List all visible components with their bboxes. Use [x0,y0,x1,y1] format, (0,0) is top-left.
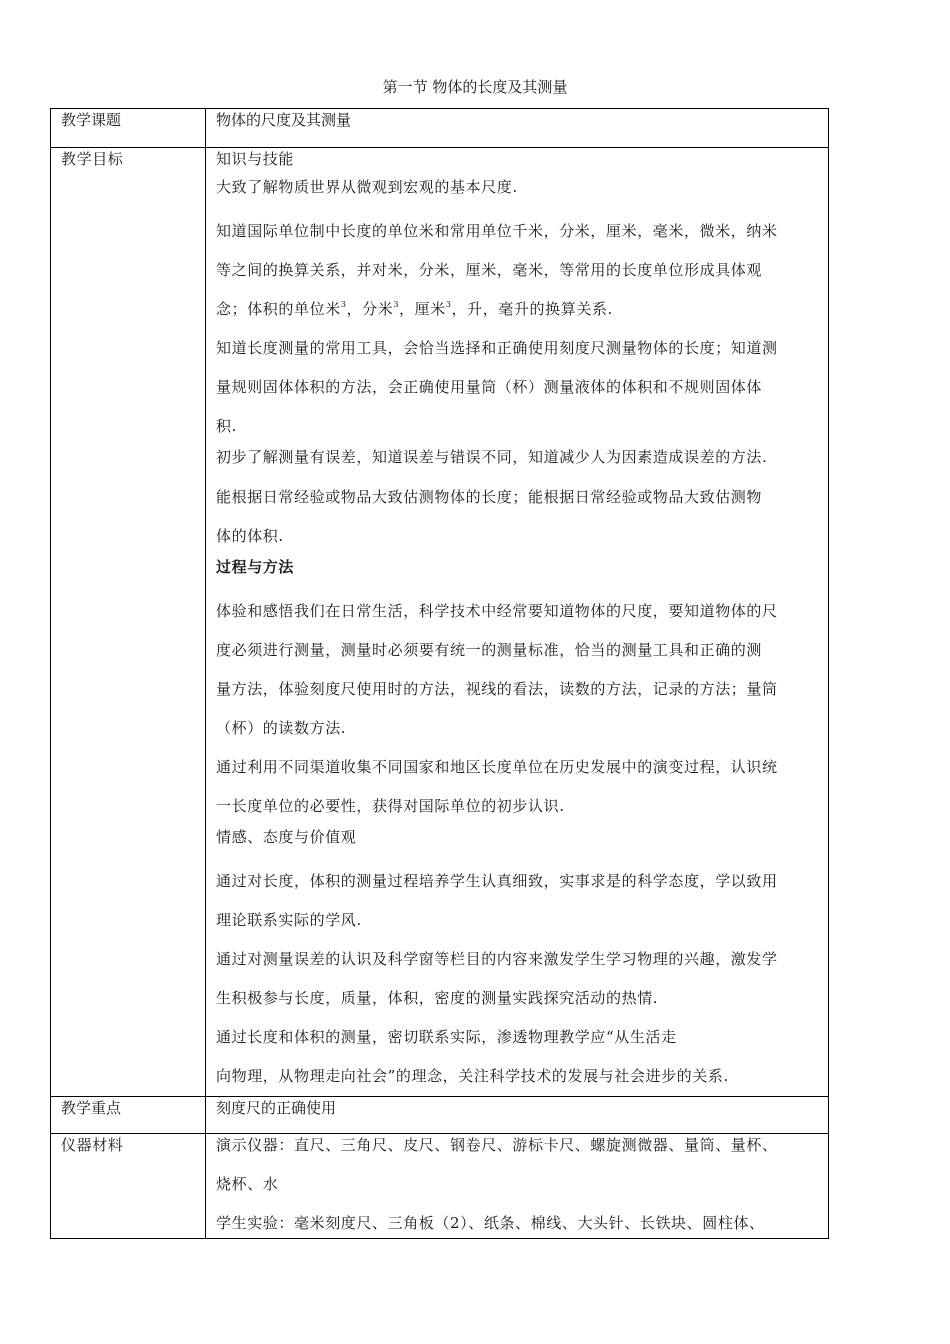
goal-text: 通过利用不同渠道收集不同国家和地区长度单位在历史发展中的演变过程，认识统 [216,758,778,776]
goal-text: 生积极参与长度，质量，体积，密度的测量实践探究活动的热情. [216,989,659,1007]
label-text: 教学课题 [61,111,122,129]
goal-text: ，厘米 [399,300,446,318]
knowledge-heading: 知识与技能 [216,150,295,168]
goal-text: 体验和感悟我们在日常生活，科学技术中经常要知道物体的尺度，要知道物体的尺 [216,602,778,620]
goal-text: 通过长度和体积的测量，密切联系实际，渗透物理教学应“从生活走 [216,1028,677,1046]
goal-text: 体的体积. [216,527,284,545]
goal-text: ，分米 [346,300,394,318]
emotion-heading: 情感、态度与价值观 [216,828,357,846]
label-key-point [51,1097,206,1134]
superscript: 3 [393,300,400,309]
table-row-materials [51,1134,829,1239]
value-goals [206,148,829,1097]
goal-text: 理论联系实际的学风. [216,911,362,929]
goal-text: 向物理，从物理走向社会”的理念，关注科学技术的发展与社会进步的关系. [216,1067,729,1085]
process-heading: 过程与方法 [216,558,295,576]
goal-text: 大致了解物质世界从微观到宏观的基本尺度. [216,178,518,196]
goal-text: 知道长度测量的常用工具，会恰当选择和正确使用刻度尺测量物体的长度；知道测 [216,339,778,357]
page-title: 第一节 物体的长度及其测量 [382,78,568,96]
superscript: 3 [340,300,347,309]
superscript: 3 [445,300,452,309]
goal-text: 通过对测量误差的认识及科学窗等栏目的内容来激发学生学习物理的兴趣，激发学 [216,950,778,968]
goal-text: 一长度单位的必要性，获得对国际单位的初步认识. [216,797,565,815]
label-text: 仪器材料 [61,1136,124,1154]
goal-text: 能根据日常经验或物品大致估测物体的长度；能根据日常经验或物品大致估测物 [216,488,763,506]
goal-text: 积. [216,417,237,435]
lesson-plan-table [50,108,829,1239]
goal-text: 通过对长度，体积的测量过程培养学生认真细致，实事求是的科学态度，学以致用 [216,872,778,890]
label-text: 教学目标 [61,150,124,168]
table-row-goals [51,148,829,1097]
label-goals [51,148,206,1097]
materials-text: 演示仪器：直尺、三角尺、皮尺、钢卷尺、游标卡尺、螺旋测微器、量筒、量杯、 [216,1136,778,1154]
goal-text: （杯）的读数方法. [216,719,347,737]
value-topic [206,109,829,148]
value-text: 物体的尺度及其测量 [216,111,352,129]
goal-text: 度必须进行测量，测量时必须要有统一的测量标准，恰当的测量工具和正确的测 [216,641,763,659]
goal-text: 等之间的换算关系，并对米，分米，厘米，毫米，等常用的长度单位形成具体观 [216,261,763,279]
materials-text: 烧杯、水 [216,1175,279,1193]
goal-text: 初步了解测量有误差，知道误差与错误不同，知道减少人为因素造成误差的方法. [216,448,768,466]
materials-text: 学生实验：毫米刻度尺、三角板（2）、纸条、棉线、大头针、长铁块、圆柱体、 [216,1214,765,1232]
goal-text: ，升，毫升的换算关系. [451,300,613,318]
table-row-key-point [51,1097,829,1134]
value-key-point [206,1097,829,1134]
label-topic [51,109,206,148]
goal-text: 知道国际单位制中长度的单位米和常用单位千米，分米，厘米，毫米，微米，纳米 [216,222,778,240]
value-text: 刻度尺的正确使用 [216,1099,337,1117]
goal-text-volume-units [216,290,828,329]
goal-text: 量规则固体体积的方法，会正确使用量筒（杯）测量液体的体积和不规则固体体 [216,378,763,396]
goal-text: 量方法，体验刻度尺使用时的方法，视线的看法，读数的方法，记录的方法；量筒 [216,680,778,698]
goal-text: 念；体积的单位米 [216,300,341,318]
label-text: 教学重点 [61,1099,122,1117]
value-materials [206,1134,829,1239]
label-materials [51,1134,206,1239]
table-row-topic [51,109,829,148]
